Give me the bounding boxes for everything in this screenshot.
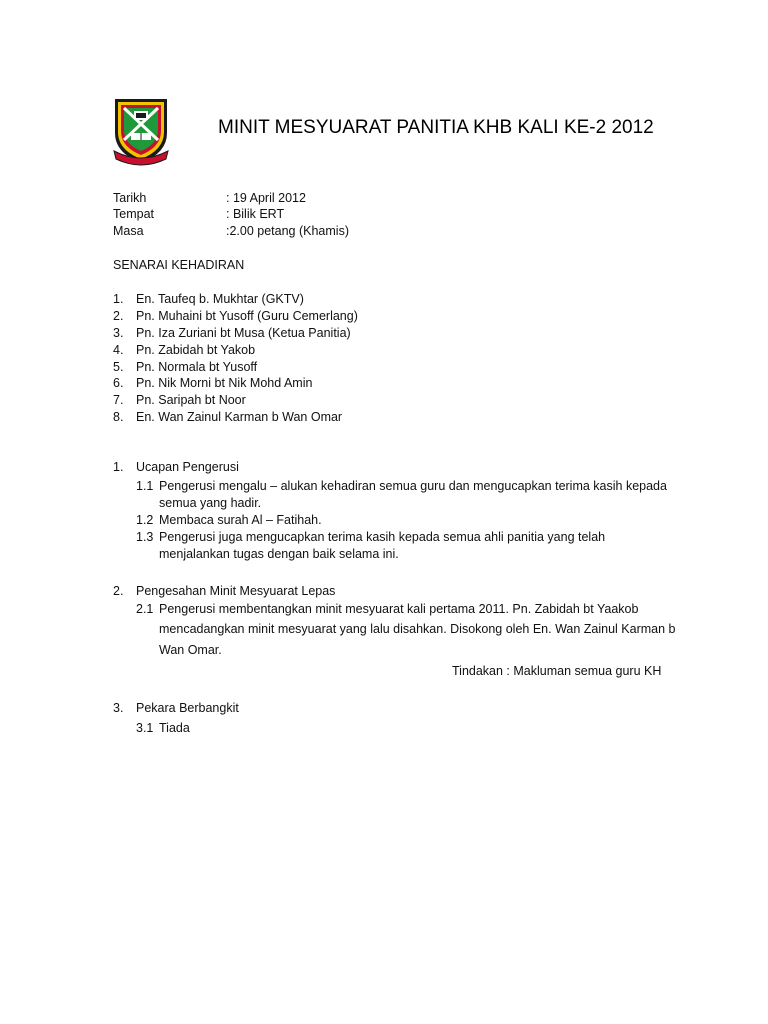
attendee-name: Pn. Iza Zuriani bt Musa (Ketua Panitia) xyxy=(136,326,351,340)
time-value: :2.00 petang (Khamis) xyxy=(226,224,349,238)
section-title: Pengesahan Minit Mesyuarat Lepas xyxy=(136,584,336,598)
item-text: Tiada xyxy=(159,721,190,735)
date-label: Tarikh xyxy=(113,191,147,205)
place-value: : Bilik ERT xyxy=(226,207,285,221)
item-text: Pengerusi juga mengucapkan terima kasih kepada semua ahli panitia yang telah xyxy=(159,530,606,544)
list-item-number: 2. xyxy=(113,309,124,323)
attendance-heading: SENARAI KEHADIRAN xyxy=(113,258,245,272)
section-number: 3. xyxy=(113,701,124,715)
item-text: Pengerusi membentangkan minit mesyuarat kali pertama 2011. Pn. Zabidah bt Yaakob xyxy=(159,602,639,616)
attendee-name: En. Taufeq b. Mukhtar (GKTV) xyxy=(136,292,304,306)
item-number: 3.1 xyxy=(136,721,154,735)
section-number: 1. xyxy=(113,460,124,474)
item-text: Pengerusi mengalu – alukan kehadiran semua guru dan mengucapkan terima kasih kepada xyxy=(159,479,667,493)
list-item-number: 4. xyxy=(113,343,124,357)
list-item-number: 8. xyxy=(113,410,124,424)
action-note: Tindakan : Makluman semua guru KH xyxy=(452,664,662,678)
item-text: semua yang hadir. xyxy=(159,496,262,510)
list-item-number: 5. xyxy=(113,360,124,374)
attendee-name: Pn. Nik Morni bt Nik Mohd Amin xyxy=(136,376,313,390)
attendee-name: Pn. Zabidah bt Yakob xyxy=(136,343,256,357)
section-title: Ucapan Pengerusi xyxy=(136,460,239,474)
attendee-name: Pn. Normala bt Yusoff xyxy=(136,360,258,374)
school-crest-icon xyxy=(112,95,170,167)
list-item-number: 6. xyxy=(113,376,124,390)
time-label: Masa xyxy=(113,224,144,238)
attendee-name: Pn. Muhaini bt Yusoff (Guru Cemerlang) xyxy=(136,309,358,323)
section-number: 2. xyxy=(113,584,124,598)
item-number: 2.1 xyxy=(136,602,154,616)
item-text: mencadangkan minit mesyuarat yang lalu disahkan. Disokong oleh En. Wan Zainul Karman b xyxy=(159,622,676,636)
item-number: 1.3 xyxy=(136,530,154,544)
item-number: 1.1 xyxy=(136,479,154,493)
item-text: Membaca surah Al – Fatihah. xyxy=(159,513,322,527)
section-title: Pekara Berbangkit xyxy=(136,701,239,715)
item-number: 1.2 xyxy=(136,513,154,527)
list-item-number: 7. xyxy=(113,393,124,407)
item-text: menjalankan tugas dengan baik selama ini. xyxy=(159,547,399,561)
place-label: Tempat xyxy=(113,207,154,221)
date-value: : 19 April 2012 xyxy=(226,191,306,205)
document-title: MINIT MESYUARAT PANITIA KHB KALI KE-2 2012 xyxy=(218,117,654,138)
item-text: Wan Omar. xyxy=(159,643,222,657)
attendee-name: En. Wan Zainul Karman b Wan Omar xyxy=(136,410,343,424)
attendee-name: Pn. Saripah bt Noor xyxy=(136,393,246,407)
list-item-number: 3. xyxy=(113,326,124,340)
list-item-number: 1. xyxy=(113,292,124,306)
